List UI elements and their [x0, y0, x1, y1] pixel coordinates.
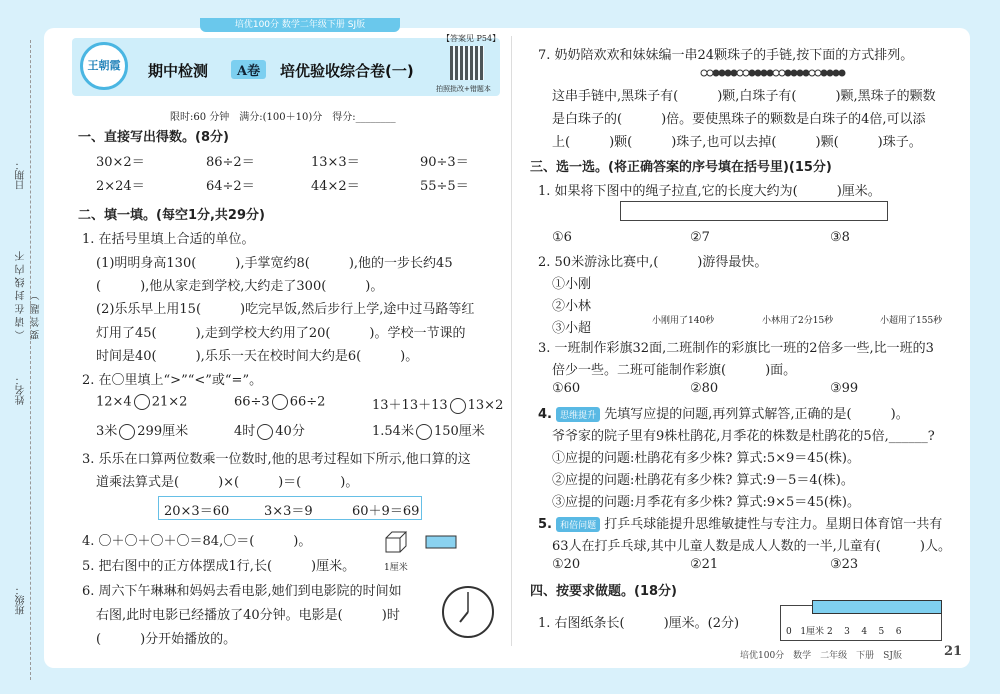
bead [719, 70, 725, 76]
bead [731, 70, 737, 76]
bead [809, 70, 815, 76]
box-step: 60＋9＝69 [352, 504, 420, 519]
question-text: ( ),他从家走到学校,大约走了300( )。 [96, 279, 384, 294]
bead [833, 70, 839, 76]
option[interactable]: ①小刚 [552, 277, 592, 292]
bead [827, 70, 833, 76]
footer-text: 培优100分 数学 二年级 下册 SJ版 [740, 651, 902, 661]
compare-item: 13＋13＋13 13×2 [372, 398, 504, 413]
thinking-tag: 思维提升 [556, 407, 600, 422]
multiple-tag: 和倍问题 [556, 517, 600, 532]
question-text: 爷爷家的院子里有9株杜鹃花,月季花的株数是杜鹃花的5倍,______? [552, 429, 935, 444]
bead [779, 70, 785, 76]
bead [773, 70, 779, 76]
name-label: 姓名： [16, 375, 27, 405]
paper-strip [812, 600, 942, 614]
calc-item: 64÷2＝ [206, 179, 255, 194]
compare-item: 12×4 21×2 [96, 394, 188, 410]
bead [725, 70, 731, 76]
bead [761, 70, 767, 76]
bead [755, 70, 761, 76]
bead-bracelet-icon [700, 66, 850, 80]
question-text: 上( )颗( )珠子,也可以去掉( )颗( )珠子。 [552, 135, 922, 150]
calc-item: 90÷3＝ [420, 155, 469, 170]
exam-meta: 限时:60 分钟 满分:(100＋10)分 得分:________ [170, 112, 396, 123]
question-text: 3. 乐乐在口算两位数乘一位数时,他的思考过程如下所示,他口算的这 [82, 452, 471, 467]
class-label: 班级： [16, 585, 27, 615]
qr-code-icon[interactable] [450, 46, 484, 80]
question-text: 2. 在〇里填上“>”“<”或“=”。 [82, 373, 263, 388]
question-text: 5. 把右图中的正方体摆成1行,长( )厘米。 [82, 559, 356, 574]
bead [749, 70, 755, 76]
swimmer-caption: 小超用了155秒 [880, 316, 943, 326]
option[interactable]: ③8 [830, 230, 850, 245]
question-text: 3. 一班制作彩旗32面,二班制作的彩旗比一班的2倍多一些,比一班的3 [538, 341, 934, 356]
option[interactable]: ②小林 [552, 299, 592, 314]
option[interactable]: ①6 [552, 230, 572, 245]
exam-title: 期中检测 [148, 62, 209, 80]
question-text: 2. 50米游泳比赛中,( )游得最快。 [538, 255, 768, 270]
bead [701, 70, 707, 76]
column-divider [511, 36, 512, 646]
binding-margin [0, 0, 44, 694]
bead [785, 70, 791, 76]
compare-item: 66÷3 66÷2 [234, 394, 326, 410]
answer-circle[interactable] [450, 398, 466, 414]
swimmer-caption: 小刚用了140秒 [652, 316, 715, 326]
scan-caption: 拍照批改+错题本 [436, 85, 491, 93]
calc-item: 86÷2＝ [206, 155, 255, 170]
bead [797, 70, 803, 76]
question-text: 6. 周六下午琳琳和妈妈去看电影,她们到电影院的时间如 [82, 584, 402, 599]
question-text: (2)乐乐早上用15( )吃完早饭,然后步行上学,途中过马路等红 [96, 302, 475, 317]
bead [791, 70, 797, 76]
compare-item: 3米 299厘米 [96, 424, 189, 439]
calc-item: 44×2＝ [311, 179, 360, 194]
question-text: 1. 如果将下图中的绳子拉直,它的长度大约为( )厘米。 [538, 184, 881, 199]
compare-item: 1.54米 150厘米 [372, 424, 485, 439]
bead [713, 70, 719, 76]
paper-badge: A卷 [231, 60, 266, 79]
question-text: 4. 思维提升 先填写应提的问题,再列算式解答,正确的是( )。 [538, 407, 909, 422]
question-text: 道乘法算式是( )×( )＝( )。 [96, 475, 359, 490]
question-text: 4. 〇＋〇＋〇＋〇＝84,〇＝( )。 [82, 534, 312, 549]
answer-circle[interactable] [119, 424, 135, 440]
question-text: ( )分开始播放的。 [96, 632, 237, 647]
calc-item: 13×3＝ [311, 155, 360, 170]
bead [839, 70, 845, 76]
bead [737, 70, 743, 76]
question-text: 右图,此时电影已经播放了40分钟。电影是( )时 [96, 608, 400, 623]
brand-logo: 王朝霞 [80, 42, 128, 90]
answer-circle[interactable] [416, 424, 432, 440]
question-text: (1)明明身高130( ),手掌宽约8( ),他的一步长约45 [96, 256, 453, 271]
section-4-title: 四、按要求做题。(18分) [530, 584, 677, 599]
option[interactable]: ①应提的问题:杜鹃花有多少株? 算式:5×9＝45(株)。 [552, 451, 860, 466]
date-label: 日期： [16, 160, 27, 190]
calc-item: 30×2＝ [96, 155, 145, 170]
section-1-title: 一、直接写出得数。(8分) [78, 130, 229, 145]
cut-line [30, 40, 31, 680]
question-text: 时间是40( ),乐乐一天在校时间大约是6( )。 [96, 349, 419, 364]
calc-item: 55÷5＝ [420, 179, 469, 194]
section-3-title: 三、选一选。(将正确答案的序号填在括号里)(15分) [530, 160, 832, 175]
top-tab: 培优100分 数学二年级下册 SJ版 [200, 18, 400, 32]
option[interactable]: ③23 [830, 557, 859, 572]
rope-ruler [620, 201, 888, 221]
answer-circle[interactable] [134, 394, 150, 410]
bead [767, 70, 773, 76]
question-text: 倍少一些。二班可能制作彩旗( )面。 [552, 363, 797, 378]
page-number: 21 [944, 644, 963, 659]
cube-diagram [384, 530, 464, 564]
answer-circle[interactable] [272, 394, 288, 410]
box-step: 3×3＝9 [264, 504, 313, 519]
ruler-labels: 0 1厘米 2 3 4 5 6 [786, 627, 902, 637]
question-text: 63人在打乒乓球,其中儿童人数是成人人数的一半,儿童有( )人。 [552, 539, 951, 554]
swimmer-caption: 小林用了2分15秒 [762, 316, 834, 326]
no-answer-note: （ 请 在 封 线 内 不 要 答 题 ） [16, 250, 42, 340]
question-text: 1. 在括号里填上合适的单位。 [82, 232, 255, 247]
question-text: 5. 和倍问题 打乒乓球能提升思维敏捷性与专注力。星期日体育馆一共有 [538, 517, 943, 532]
question-text: 7. 奶奶陪欢欢和妹妹编一串24颗珠子的手链,按下面的方式排列。 [538, 48, 914, 63]
bead [803, 70, 809, 76]
question-text: 这串手链中,黑珠子有( )颗,白珠子有( )颗,黑珠子的颗数 [552, 89, 936, 104]
question-text: 是白珠子的( )倍。要使黑珠子的颗数是白珠子的4倍,可以添 [552, 112, 926, 127]
option[interactable]: ②应提的问题:杜鹃花有多少株? 算式:9－5＝4(株)。 [552, 473, 854, 488]
compare-item: 4时 40分 [234, 424, 305, 439]
option[interactable]: ②21 [690, 557, 719, 572]
answer-circle[interactable] [257, 424, 273, 440]
calc-item: 2×24＝ [96, 179, 145, 194]
option[interactable]: ①20 [552, 557, 581, 572]
question-text: 灯用了45( ),走到学校大约用了20( )。学校一节课的 [96, 326, 466, 341]
paper-title: 培优验收综合卷(一) [280, 62, 414, 80]
bead [821, 70, 827, 76]
option[interactable]: ③99 [830, 381, 859, 396]
clock-icon [440, 584, 496, 640]
cube-caption: 1厘米 [384, 563, 408, 573]
option[interactable]: ②80 [690, 381, 719, 396]
bead [815, 70, 821, 76]
option[interactable]: ②7 [690, 230, 710, 245]
answer-ref: 【答案见 P54】 [442, 34, 501, 43]
bead [743, 70, 749, 76]
option[interactable]: ③小超 [552, 321, 592, 336]
question-text: 1. 右图纸条长( )厘米。(2分) [538, 616, 740, 631]
option[interactable]: ①60 [552, 381, 581, 396]
option[interactable]: ③应提的问题:月季花有多少株? 算式:9×5＝45(株)。 [552, 495, 860, 510]
bead [707, 70, 713, 76]
section-2-title: 二、填一填。(每空1分,共29分) [78, 208, 265, 223]
box-step: 20×3＝60 [164, 504, 230, 519]
